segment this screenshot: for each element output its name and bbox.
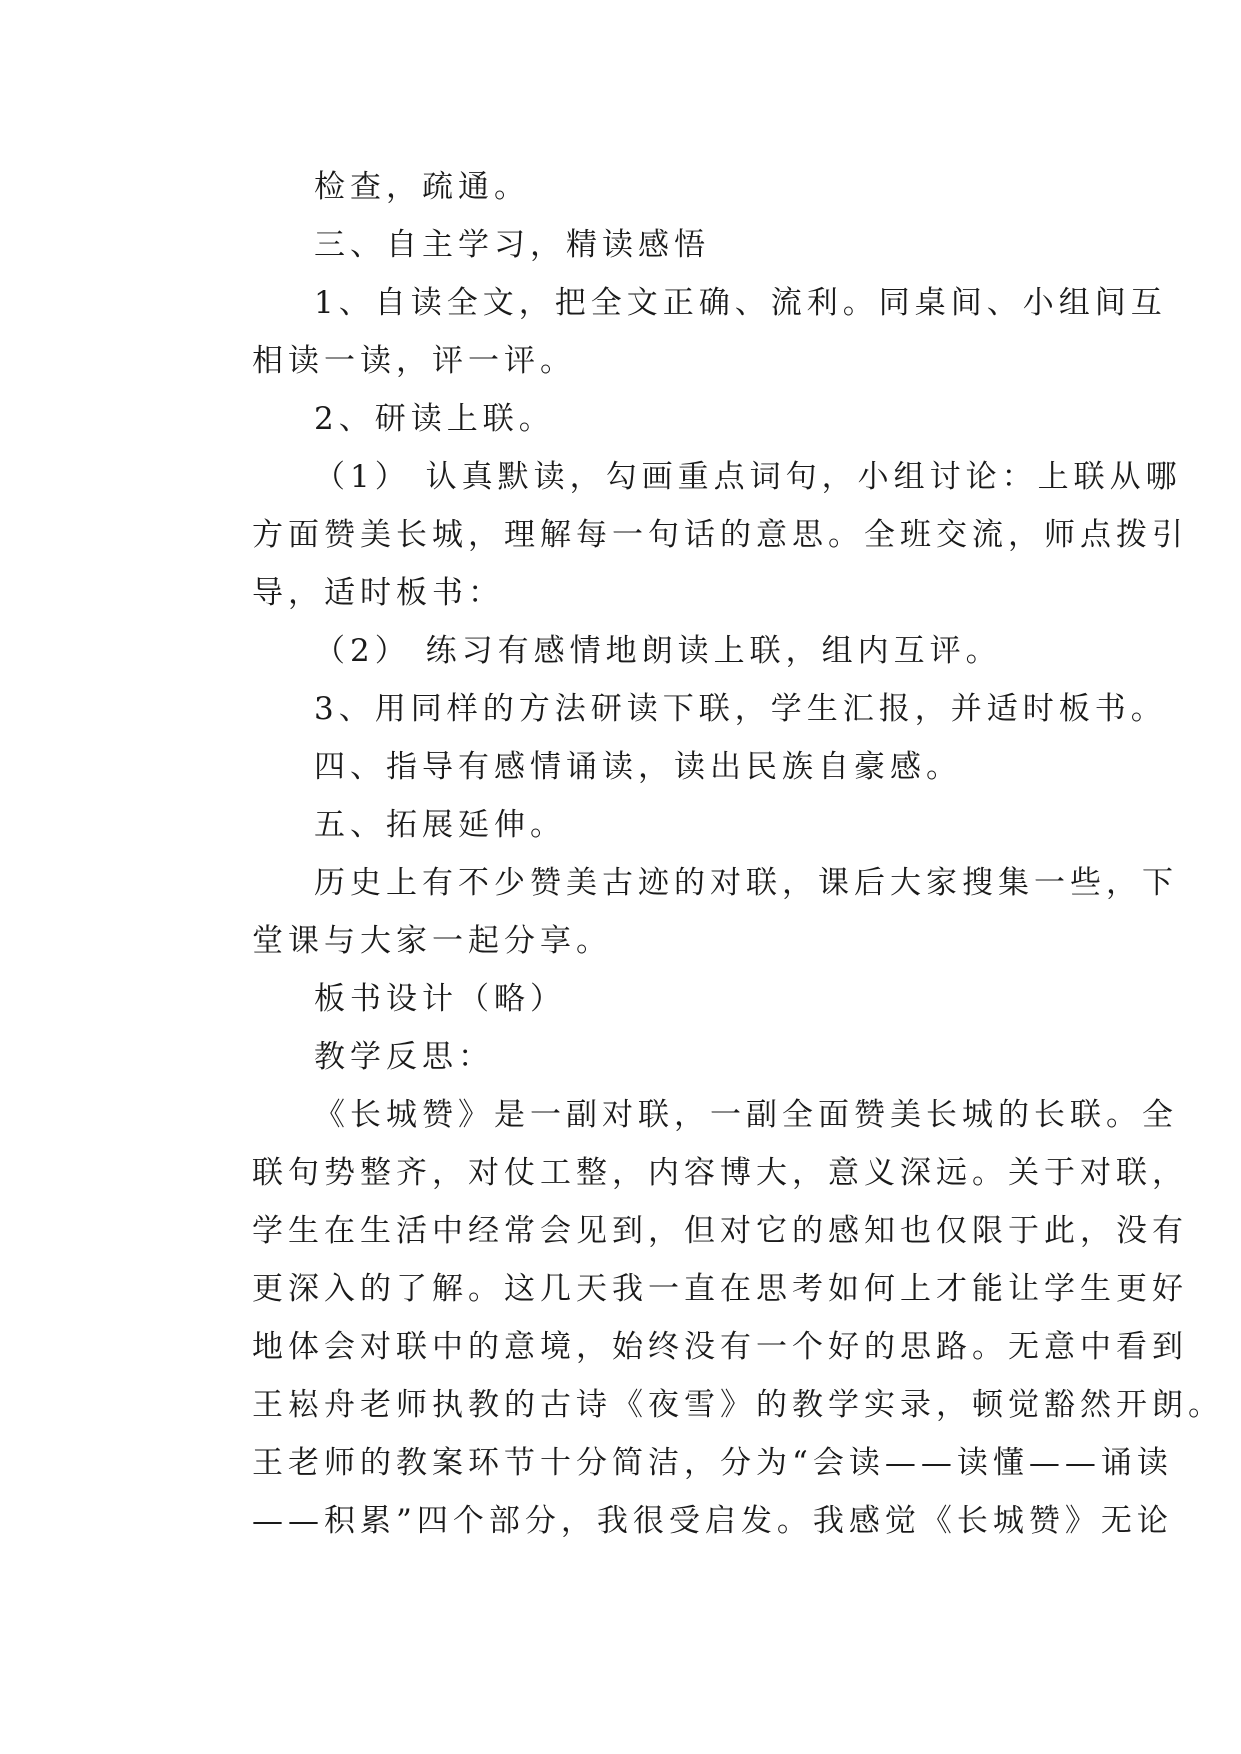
paragraph	[190, 1086, 1224, 1550]
text-line: 导，适时板书：	[252, 575, 504, 611]
paragraph	[190, 1028, 1060, 1086]
text-line: 学生在生活中经常会见到，但对它的感知也仅限于此，没有	[252, 1213, 1188, 1249]
text-line: （1） 认真默读，勾画重点词句，小组讨论：上联从哪	[314, 459, 1182, 495]
text-line: 1、自读全文，把全文正确、流利。同桌间、小组间互	[314, 285, 1167, 321]
text-line: 堂课与大家一起分享。	[252, 923, 612, 959]
text-line: ——积累”四个部分，我很受启发。我感觉《长城赞》无论	[252, 1503, 1173, 1539]
text-line: 《长城赞》是一副对联，一副全面赞美长城的长联。全	[314, 1097, 1178, 1133]
text-line: 五、拓展延伸。	[314, 807, 566, 843]
text-line: 板书设计（略）	[314, 981, 566, 1017]
text-line: 方面赞美长城，理解每一句话的意思。全班交流，师点拨引	[252, 517, 1188, 553]
paragraph	[190, 622, 1060, 680]
text-line: 王崧舟老师执教的古诗《夜雪》的教学实录，顿觉豁然开朗。	[252, 1387, 1224, 1423]
paragraph	[190, 680, 1167, 738]
paragraph	[190, 216, 1060, 274]
paragraph	[190, 738, 1060, 796]
paragraph	[190, 158, 1060, 216]
text-line: 王老师的教案环节十分简洁，分为“会读——读懂——诵读	[252, 1445, 1173, 1481]
paragraph	[190, 448, 1188, 622]
text-line: 地体会对联中的意境，始终没有一个好的思路。无意中看到	[252, 1329, 1188, 1365]
paragraph	[190, 390, 1060, 448]
paragraph	[190, 970, 1060, 1028]
text-line: 历史上有不少赞美古迹的对联，课后大家搜集一些，下	[314, 865, 1178, 901]
text-line: 教学反思：	[314, 1039, 494, 1075]
paragraph	[190, 854, 1178, 970]
text-line: 四、指导有感情诵读，读出民族自豪感。	[314, 749, 962, 785]
text-line: （2） 练习有感情地朗读上联，组内互评。	[314, 633, 1002, 669]
text-line: 2、研读上联。	[314, 401, 555, 437]
text-line: 三、自主学习，精读感悟	[314, 227, 710, 263]
text-line: 联句势整齐，对仗工整，内容博大，意义深远。关于对联，	[252, 1155, 1188, 1191]
text-line: 检查，疏通。	[314, 169, 530, 205]
text-line: 相读一读，评一评。	[252, 343, 576, 379]
text-line: 更深入的了解。这几天我一直在思考如何上才能让学生更好	[252, 1271, 1188, 1307]
paragraph	[190, 796, 1060, 854]
paragraph	[190, 274, 1167, 390]
document-body	[190, 158, 1224, 1550]
text-line: 3、用同样的方法研读下联，学生汇报，并适时板书。	[314, 691, 1167, 727]
